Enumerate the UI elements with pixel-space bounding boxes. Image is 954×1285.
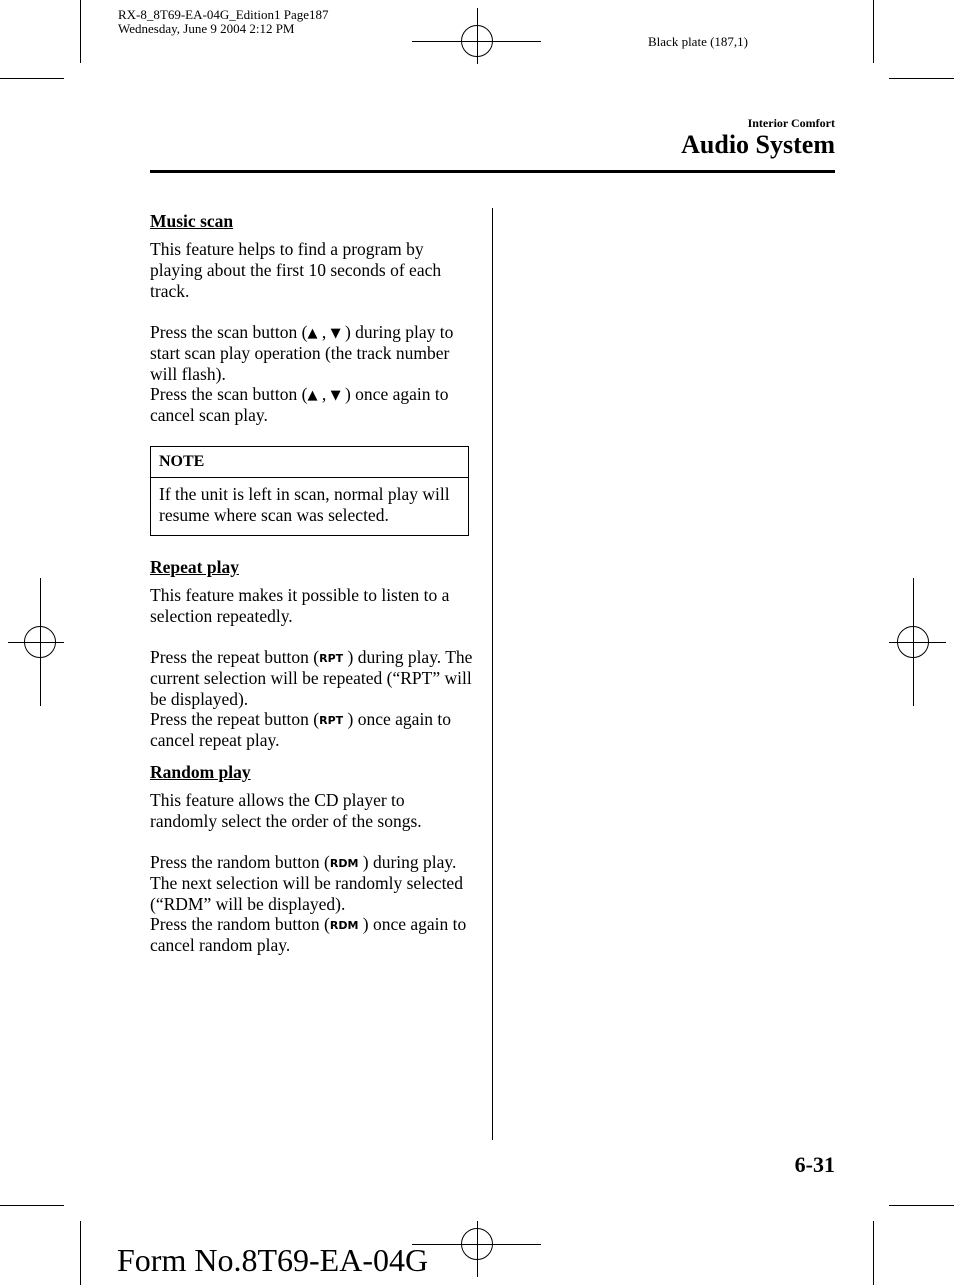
crop-mark [873, 1221, 874, 1285]
crop-mark [0, 1205, 64, 1206]
text-fragment: , [317, 384, 331, 405]
note-text: If the unit is left in scan, normal play will resume where scan was selected. [159, 484, 450, 525]
up-arrow-icon: ▲ [307, 388, 318, 404]
header-rule [150, 170, 835, 173]
column-divider [492, 208, 493, 1140]
section-label: Interior Comfort [747, 116, 835, 130]
registration-circle-left [24, 626, 56, 658]
crop-mark [80, 0, 81, 63]
text-fragment: Press the random button ( [150, 852, 330, 872]
music-scan-intro-text: This feature helps to find a program by playing about the first 10 seconds of each track. [150, 239, 442, 301]
music-scan-heading: Music scan [150, 211, 234, 231]
crop-mark [80, 1221, 81, 1285]
random-play-intro-text: This feature allows the CD player to randomly select the order of the songs. [150, 790, 422, 831]
repeat-play-heading: Repeat play [150, 557, 239, 577]
rdm-button-icon: RDM [329, 919, 359, 933]
rpt-button-icon: RPT [319, 714, 344, 728]
random-play-step-2 [150, 914, 470, 956]
rdm-button-icon: RDM [329, 857, 359, 870]
music-scan-step-1 [150, 322, 470, 384]
text-fragment: ) during play. The next selection will be randomly selected (“RDM” will be displayed). [150, 852, 463, 914]
note-heading: NOTE [151, 447, 468, 478]
plate-label: Black plate (187,1) [648, 34, 748, 49]
text-fragment: ) during play to start scan play operation (the track number will flash). [150, 322, 454, 384]
registration-circle-top [461, 25, 493, 57]
repeat-play-intro [150, 585, 470, 627]
repeat-play-intro-text: This feature makes it possible to listen to a selection repeatedly. [150, 585, 450, 626]
text-fragment: Press the scan button ( [150, 322, 308, 342]
crop-mark [873, 0, 874, 63]
page-number: 6-31 [794, 1152, 835, 1177]
repeat-play-step-1 [150, 647, 475, 709]
text-fragment: Press the repeat button ( [150, 709, 320, 730]
registration-circle-right [897, 626, 929, 658]
music-scan-step-2 [150, 384, 470, 426]
random-play-heading: Random play [150, 762, 251, 782]
music-scan-intro [150, 239, 470, 301]
text-fragment: Press the scan button ( [150, 384, 308, 405]
repeat-play-instructions [150, 647, 475, 751]
random-play-intro [150, 790, 470, 832]
text-fragment: ) once again to cancel random play. [150, 914, 467, 956]
registration-circle-bottom [461, 1228, 493, 1260]
text-fragment: Press the random button ( [150, 914, 330, 935]
print-metadata [118, 8, 329, 36]
down-arrow-icon: ▼ [330, 388, 341, 404]
page-title: Audio System [681, 130, 835, 159]
up-arrow-icon: ▲ [307, 326, 318, 341]
text-fragment: ) during play. The current selection will be repeated (“RPT” will be displayed). [150, 647, 473, 709]
text-fragment: ) once again to cancel repeat play. [150, 709, 452, 751]
note-box [150, 446, 469, 536]
random-play-step-1 [150, 852, 470, 914]
music-scan-instructions [150, 322, 470, 426]
text-fragment: Press the repeat button ( [150, 647, 320, 667]
form-number: Form No.8T69-EA-04G [117, 1242, 429, 1278]
text-fragment: , [317, 322, 331, 342]
random-play-instructions [150, 852, 470, 956]
repeat-play-step-2 [150, 709, 475, 751]
crop-mark [0, 78, 64, 79]
down-arrow-icon: ▼ [330, 326, 341, 341]
crop-mark [889, 1205, 954, 1206]
date-line: Wednesday, June 9 2004 2:12 PM [118, 21, 295, 36]
rpt-button-icon: RPT [319, 652, 344, 665]
file-line: RX-8_8T69-EA-04G_Edition1 Page187 [118, 7, 329, 22]
text-fragment: ) once again to cancel scan play. [150, 384, 449, 426]
crop-mark [889, 78, 954, 79]
